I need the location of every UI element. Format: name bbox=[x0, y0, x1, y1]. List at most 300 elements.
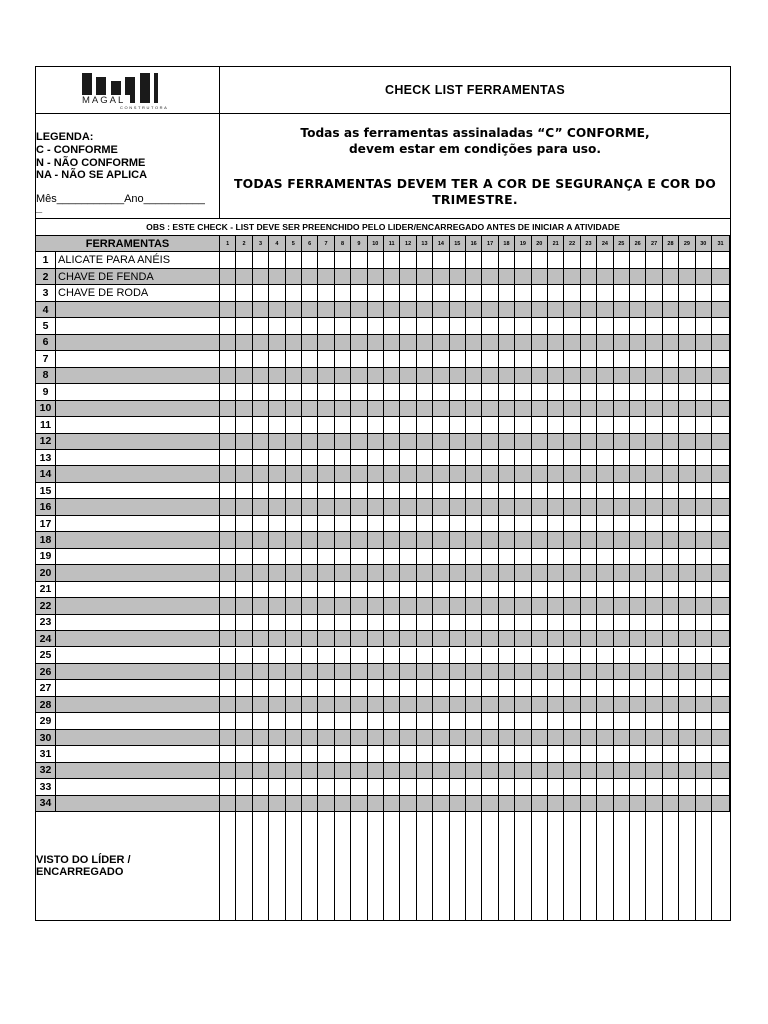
check-cell[interactable] bbox=[696, 664, 712, 680]
check-cell[interactable] bbox=[712, 252, 730, 268]
check-cell[interactable] bbox=[614, 763, 630, 779]
check-cell[interactable] bbox=[433, 516, 449, 532]
check-cell[interactable] bbox=[450, 450, 466, 466]
check-cell[interactable] bbox=[630, 252, 646, 268]
check-cell[interactable] bbox=[646, 351, 662, 367]
check-cell[interactable] bbox=[614, 384, 630, 400]
check-cell[interactable] bbox=[335, 582, 351, 598]
check-cell[interactable] bbox=[286, 450, 302, 466]
check-cell[interactable] bbox=[302, 466, 318, 482]
check-cell[interactable] bbox=[679, 697, 695, 713]
check-cell[interactable] bbox=[581, 269, 597, 285]
signature-cell[interactable] bbox=[597, 812, 613, 920]
check-cell[interactable] bbox=[712, 582, 730, 598]
check-cell[interactable] bbox=[663, 730, 679, 746]
check-cell[interactable] bbox=[269, 434, 285, 450]
check-cell[interactable] bbox=[630, 269, 646, 285]
check-cell[interactable] bbox=[630, 664, 646, 680]
check-cell[interactable] bbox=[646, 664, 662, 680]
check-cell[interactable] bbox=[253, 565, 269, 581]
check-cell[interactable] bbox=[564, 483, 580, 499]
signature-cell[interactable] bbox=[286, 812, 302, 920]
check-cell[interactable] bbox=[499, 697, 515, 713]
check-cell[interactable] bbox=[630, 450, 646, 466]
check-cell[interactable] bbox=[302, 532, 318, 548]
check-cell[interactable] bbox=[696, 483, 712, 499]
check-cell[interactable] bbox=[532, 285, 548, 301]
check-cell[interactable] bbox=[400, 532, 416, 548]
check-cell[interactable] bbox=[450, 565, 466, 581]
check-cell[interactable] bbox=[302, 680, 318, 696]
check-cell[interactable] bbox=[253, 746, 269, 762]
check-cell[interactable] bbox=[466, 779, 482, 795]
check-cell[interactable] bbox=[236, 746, 252, 762]
check-cell[interactable] bbox=[269, 532, 285, 548]
check-cell[interactable] bbox=[712, 779, 730, 795]
check-cell[interactable] bbox=[318, 730, 334, 746]
check-cell[interactable] bbox=[384, 680, 400, 696]
check-cell[interactable] bbox=[466, 466, 482, 482]
check-cell[interactable] bbox=[302, 434, 318, 450]
check-cell[interactable] bbox=[335, 615, 351, 631]
check-cell[interactable] bbox=[581, 664, 597, 680]
check-cell[interactable] bbox=[515, 680, 531, 696]
check-cell[interactable] bbox=[466, 796, 482, 812]
check-cell[interactable] bbox=[335, 680, 351, 696]
check-cell[interactable] bbox=[663, 384, 679, 400]
check-cell[interactable] bbox=[368, 713, 384, 729]
check-cell[interactable] bbox=[318, 615, 334, 631]
check-cell[interactable] bbox=[515, 483, 531, 499]
check-cell[interactable] bbox=[269, 318, 285, 334]
check-cell[interactable] bbox=[532, 549, 548, 565]
check-cell[interactable] bbox=[597, 269, 613, 285]
check-cell[interactable] bbox=[220, 549, 236, 565]
check-cell[interactable] bbox=[417, 368, 433, 384]
check-cell[interactable] bbox=[302, 302, 318, 318]
check-cell[interactable] bbox=[515, 648, 531, 664]
check-cell[interactable] bbox=[286, 302, 302, 318]
check-cell[interactable] bbox=[630, 335, 646, 351]
check-cell[interactable] bbox=[417, 434, 433, 450]
check-cell[interactable] bbox=[581, 746, 597, 762]
check-cell[interactable] bbox=[548, 779, 564, 795]
check-cell[interactable] bbox=[482, 598, 498, 614]
check-cell[interactable] bbox=[663, 680, 679, 696]
check-cell[interactable] bbox=[581, 302, 597, 318]
check-cell[interactable] bbox=[417, 450, 433, 466]
check-cell[interactable] bbox=[696, 730, 712, 746]
check-cell[interactable] bbox=[663, 285, 679, 301]
check-cell[interactable] bbox=[499, 713, 515, 729]
check-cell[interactable] bbox=[614, 252, 630, 268]
check-cell[interactable] bbox=[712, 417, 730, 433]
check-cell[interactable] bbox=[384, 483, 400, 499]
check-cell[interactable] bbox=[417, 796, 433, 812]
check-cell[interactable] bbox=[548, 466, 564, 482]
check-cell[interactable] bbox=[630, 368, 646, 384]
check-cell[interactable] bbox=[220, 483, 236, 499]
check-cell[interactable] bbox=[236, 302, 252, 318]
check-cell[interactable] bbox=[482, 252, 498, 268]
check-cell[interactable] bbox=[696, 631, 712, 647]
check-cell[interactable] bbox=[663, 302, 679, 318]
check-cell[interactable] bbox=[400, 466, 416, 482]
check-cell[interactable] bbox=[564, 680, 580, 696]
check-cell[interactable] bbox=[646, 697, 662, 713]
check-cell[interactable] bbox=[630, 417, 646, 433]
check-cell[interactable] bbox=[466, 763, 482, 779]
check-cell[interactable] bbox=[400, 582, 416, 598]
check-cell[interactable] bbox=[499, 434, 515, 450]
check-cell[interactable] bbox=[696, 746, 712, 762]
check-cell[interactable] bbox=[679, 368, 695, 384]
check-cell[interactable] bbox=[532, 763, 548, 779]
check-cell[interactable] bbox=[318, 434, 334, 450]
check-cell[interactable] bbox=[515, 368, 531, 384]
check-cell[interactable] bbox=[351, 746, 367, 762]
check-cell[interactable] bbox=[663, 598, 679, 614]
check-cell[interactable] bbox=[679, 549, 695, 565]
check-cell[interactable] bbox=[253, 516, 269, 532]
check-cell[interactable] bbox=[220, 730, 236, 746]
check-cell[interactable] bbox=[597, 648, 613, 664]
check-cell[interactable] bbox=[696, 252, 712, 268]
check-cell[interactable] bbox=[236, 779, 252, 795]
check-cell[interactable] bbox=[269, 285, 285, 301]
check-cell[interactable] bbox=[302, 746, 318, 762]
check-cell[interactable] bbox=[236, 648, 252, 664]
check-cell[interactable] bbox=[236, 499, 252, 515]
check-cell[interactable] bbox=[220, 499, 236, 515]
check-cell[interactable] bbox=[269, 615, 285, 631]
signature-cell[interactable] bbox=[564, 812, 580, 920]
check-cell[interactable] bbox=[581, 713, 597, 729]
check-cell[interactable] bbox=[450, 713, 466, 729]
check-cell[interactable] bbox=[646, 252, 662, 268]
check-cell[interactable] bbox=[400, 499, 416, 515]
signature-cell[interactable] bbox=[335, 812, 351, 920]
signature-cell[interactable] bbox=[630, 812, 646, 920]
check-cell[interactable] bbox=[663, 615, 679, 631]
check-cell[interactable] bbox=[450, 252, 466, 268]
check-cell[interactable] bbox=[351, 582, 367, 598]
check-cell[interactable] bbox=[515, 697, 531, 713]
check-cell[interactable] bbox=[236, 796, 252, 812]
check-cell[interactable] bbox=[630, 697, 646, 713]
check-cell[interactable] bbox=[499, 730, 515, 746]
check-cell[interactable] bbox=[400, 384, 416, 400]
check-cell[interactable] bbox=[384, 565, 400, 581]
check-cell[interactable] bbox=[269, 351, 285, 367]
check-cell[interactable] bbox=[302, 499, 318, 515]
check-cell[interactable] bbox=[433, 648, 449, 664]
check-cell[interactable] bbox=[499, 252, 515, 268]
check-cell[interactable] bbox=[417, 285, 433, 301]
check-cell[interactable] bbox=[712, 368, 730, 384]
check-cell[interactable] bbox=[696, 434, 712, 450]
check-cell[interactable] bbox=[581, 499, 597, 515]
signature-cell[interactable] bbox=[499, 812, 515, 920]
check-cell[interactable] bbox=[400, 450, 416, 466]
check-cell[interactable] bbox=[499, 335, 515, 351]
check-cell[interactable] bbox=[450, 516, 466, 532]
check-cell[interactable] bbox=[318, 796, 334, 812]
check-cell[interactable] bbox=[433, 434, 449, 450]
check-cell[interactable] bbox=[351, 713, 367, 729]
check-cell[interactable] bbox=[532, 713, 548, 729]
check-cell[interactable] bbox=[515, 401, 531, 417]
signature-cell[interactable] bbox=[368, 812, 384, 920]
check-cell[interactable] bbox=[466, 417, 482, 433]
check-cell[interactable] bbox=[564, 582, 580, 598]
check-cell[interactable] bbox=[712, 680, 730, 696]
check-cell[interactable] bbox=[269, 499, 285, 515]
check-cell[interactable] bbox=[269, 401, 285, 417]
check-cell[interactable] bbox=[614, 796, 630, 812]
check-cell[interactable] bbox=[466, 565, 482, 581]
check-cell[interactable] bbox=[351, 598, 367, 614]
check-cell[interactable] bbox=[679, 252, 695, 268]
check-cell[interactable] bbox=[368, 252, 384, 268]
check-cell[interactable] bbox=[679, 401, 695, 417]
check-cell[interactable] bbox=[220, 252, 236, 268]
check-cell[interactable] bbox=[269, 516, 285, 532]
check-cell[interactable] bbox=[614, 532, 630, 548]
check-cell[interactable] bbox=[581, 434, 597, 450]
check-cell[interactable] bbox=[368, 368, 384, 384]
check-cell[interactable] bbox=[614, 499, 630, 515]
check-cell[interactable] bbox=[400, 351, 416, 367]
check-cell[interactable] bbox=[499, 483, 515, 499]
check-cell[interactable] bbox=[597, 499, 613, 515]
check-cell[interactable] bbox=[220, 598, 236, 614]
check-cell[interactable] bbox=[630, 796, 646, 812]
check-cell[interactable] bbox=[532, 401, 548, 417]
check-cell[interactable] bbox=[679, 434, 695, 450]
check-cell[interactable] bbox=[269, 565, 285, 581]
check-cell[interactable] bbox=[548, 664, 564, 680]
check-cell[interactable] bbox=[351, 384, 367, 400]
check-cell[interactable] bbox=[335, 434, 351, 450]
check-cell[interactable] bbox=[466, 746, 482, 762]
check-cell[interactable] bbox=[433, 631, 449, 647]
check-cell[interactable] bbox=[384, 697, 400, 713]
check-cell[interactable] bbox=[515, 779, 531, 795]
check-cell[interactable] bbox=[253, 582, 269, 598]
check-cell[interactable] bbox=[400, 368, 416, 384]
check-cell[interactable] bbox=[335, 796, 351, 812]
check-cell[interactable] bbox=[351, 763, 367, 779]
check-cell[interactable] bbox=[482, 483, 498, 499]
signature-cell[interactable] bbox=[646, 812, 662, 920]
check-cell[interactable] bbox=[630, 483, 646, 499]
check-cell[interactable] bbox=[236, 466, 252, 482]
check-cell[interactable] bbox=[712, 532, 730, 548]
check-cell[interactable] bbox=[417, 664, 433, 680]
check-cell[interactable] bbox=[646, 318, 662, 334]
check-cell[interactable] bbox=[335, 417, 351, 433]
signature-cell[interactable] bbox=[302, 812, 318, 920]
check-cell[interactable] bbox=[482, 697, 498, 713]
check-cell[interactable] bbox=[548, 285, 564, 301]
check-cell[interactable] bbox=[482, 664, 498, 680]
signature-cell[interactable] bbox=[482, 812, 498, 920]
check-cell[interactable] bbox=[335, 713, 351, 729]
check-cell[interactable] bbox=[532, 434, 548, 450]
check-cell[interactable] bbox=[318, 565, 334, 581]
check-cell[interactable] bbox=[368, 532, 384, 548]
check-cell[interactable] bbox=[679, 499, 695, 515]
check-cell[interactable] bbox=[351, 532, 367, 548]
check-cell[interactable] bbox=[597, 450, 613, 466]
check-cell[interactable] bbox=[482, 384, 498, 400]
check-cell[interactable] bbox=[302, 318, 318, 334]
check-cell[interactable] bbox=[548, 483, 564, 499]
check-cell[interactable] bbox=[679, 713, 695, 729]
check-cell[interactable] bbox=[286, 779, 302, 795]
check-cell[interactable] bbox=[368, 796, 384, 812]
check-cell[interactable] bbox=[532, 351, 548, 367]
check-cell[interactable] bbox=[630, 680, 646, 696]
check-cell[interactable] bbox=[499, 450, 515, 466]
check-cell[interactable] bbox=[351, 615, 367, 631]
check-cell[interactable] bbox=[302, 285, 318, 301]
signature-cell[interactable] bbox=[581, 812, 597, 920]
check-cell[interactable] bbox=[220, 532, 236, 548]
check-cell[interactable] bbox=[302, 598, 318, 614]
check-cell[interactable] bbox=[515, 450, 531, 466]
check-cell[interactable] bbox=[286, 252, 302, 268]
check-cell[interactable] bbox=[597, 483, 613, 499]
check-cell[interactable] bbox=[581, 615, 597, 631]
check-cell[interactable] bbox=[663, 779, 679, 795]
check-cell[interactable] bbox=[335, 746, 351, 762]
check-cell[interactable] bbox=[450, 269, 466, 285]
check-cell[interactable] bbox=[302, 401, 318, 417]
check-cell[interactable] bbox=[482, 450, 498, 466]
check-cell[interactable] bbox=[532, 384, 548, 400]
check-cell[interactable] bbox=[236, 631, 252, 647]
check-cell[interactable] bbox=[253, 549, 269, 565]
check-cell[interactable] bbox=[220, 516, 236, 532]
check-cell[interactable] bbox=[450, 532, 466, 548]
check-cell[interactable] bbox=[384, 499, 400, 515]
check-cell[interactable] bbox=[400, 746, 416, 762]
check-cell[interactable] bbox=[614, 582, 630, 598]
check-cell[interactable] bbox=[400, 565, 416, 581]
check-cell[interactable] bbox=[679, 730, 695, 746]
check-cell[interactable] bbox=[482, 368, 498, 384]
check-cell[interactable] bbox=[450, 615, 466, 631]
check-cell[interactable] bbox=[269, 598, 285, 614]
check-cell[interactable] bbox=[417, 746, 433, 762]
check-cell[interactable] bbox=[335, 779, 351, 795]
check-cell[interactable] bbox=[286, 269, 302, 285]
signature-cell[interactable] bbox=[548, 812, 564, 920]
check-cell[interactable] bbox=[548, 648, 564, 664]
check-cell[interactable] bbox=[564, 384, 580, 400]
check-cell[interactable] bbox=[466, 335, 482, 351]
signature-cell[interactable] bbox=[532, 812, 548, 920]
check-cell[interactable] bbox=[253, 466, 269, 482]
check-cell[interactable] bbox=[433, 598, 449, 614]
signature-cell[interactable] bbox=[253, 812, 269, 920]
check-cell[interactable] bbox=[532, 466, 548, 482]
check-cell[interactable] bbox=[614, 779, 630, 795]
check-cell[interactable] bbox=[253, 318, 269, 334]
check-cell[interactable] bbox=[318, 549, 334, 565]
check-cell[interactable] bbox=[597, 252, 613, 268]
check-cell[interactable] bbox=[318, 516, 334, 532]
check-cell[interactable] bbox=[597, 598, 613, 614]
check-cell[interactable] bbox=[663, 631, 679, 647]
check-cell[interactable] bbox=[548, 335, 564, 351]
check-cell[interactable] bbox=[220, 648, 236, 664]
check-cell[interactable] bbox=[318, 351, 334, 367]
check-cell[interactable] bbox=[712, 450, 730, 466]
check-cell[interactable] bbox=[318, 582, 334, 598]
check-cell[interactable] bbox=[220, 318, 236, 334]
check-cell[interactable] bbox=[679, 285, 695, 301]
check-cell[interactable] bbox=[564, 351, 580, 367]
check-cell[interactable] bbox=[335, 730, 351, 746]
check-cell[interactable] bbox=[220, 302, 236, 318]
check-cell[interactable] bbox=[466, 598, 482, 614]
check-cell[interactable] bbox=[646, 532, 662, 548]
check-cell[interactable] bbox=[499, 532, 515, 548]
check-cell[interactable] bbox=[532, 746, 548, 762]
check-cell[interactable] bbox=[515, 318, 531, 334]
check-cell[interactable] bbox=[269, 269, 285, 285]
check-cell[interactable] bbox=[351, 351, 367, 367]
check-cell[interactable] bbox=[564, 664, 580, 680]
check-cell[interactable] bbox=[368, 434, 384, 450]
check-cell[interactable] bbox=[532, 302, 548, 318]
check-cell[interactable] bbox=[712, 285, 730, 301]
check-cell[interactable] bbox=[318, 746, 334, 762]
check-cell[interactable] bbox=[384, 532, 400, 548]
check-cell[interactable] bbox=[400, 730, 416, 746]
check-cell[interactable] bbox=[351, 401, 367, 417]
check-cell[interactable] bbox=[564, 549, 580, 565]
check-cell[interactable] bbox=[368, 417, 384, 433]
check-cell[interactable] bbox=[499, 368, 515, 384]
check-cell[interactable] bbox=[384, 763, 400, 779]
check-cell[interactable] bbox=[548, 368, 564, 384]
check-cell[interactable] bbox=[614, 598, 630, 614]
check-cell[interactable] bbox=[712, 269, 730, 285]
check-cell[interactable] bbox=[302, 269, 318, 285]
check-cell[interactable] bbox=[482, 417, 498, 433]
check-cell[interactable] bbox=[450, 582, 466, 598]
check-cell[interactable] bbox=[597, 582, 613, 598]
signature-cell[interactable] bbox=[384, 812, 400, 920]
check-cell[interactable] bbox=[384, 466, 400, 482]
check-cell[interactable] bbox=[302, 796, 318, 812]
check-cell[interactable] bbox=[532, 318, 548, 334]
check-cell[interactable] bbox=[400, 549, 416, 565]
check-cell[interactable] bbox=[482, 779, 498, 795]
check-cell[interactable] bbox=[630, 302, 646, 318]
check-cell[interactable] bbox=[532, 516, 548, 532]
check-cell[interactable] bbox=[646, 269, 662, 285]
check-cell[interactable] bbox=[712, 631, 730, 647]
check-cell[interactable] bbox=[564, 697, 580, 713]
check-cell[interactable] bbox=[515, 269, 531, 285]
check-cell[interactable] bbox=[482, 713, 498, 729]
check-cell[interactable] bbox=[646, 516, 662, 532]
